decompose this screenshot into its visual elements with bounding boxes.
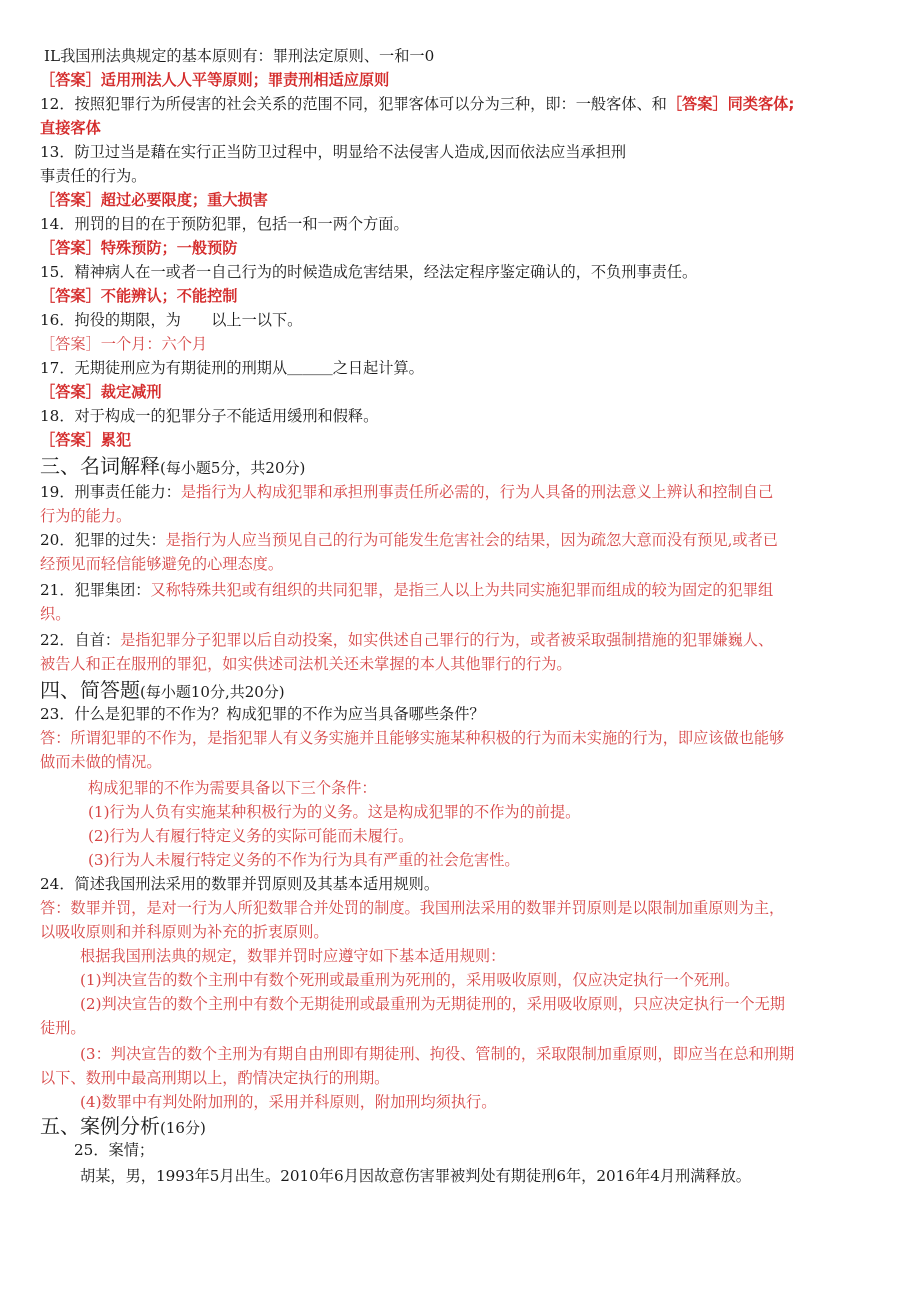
question-23: 23．什么是犯罪的不作为？构成犯罪的不作为应当具备哪些条件？ [40,705,485,723]
section-3-title: 三、名词解释 [40,454,160,478]
answer-23-line-1: 答：所谓犯罪的不作为，是指犯罪人有义务实施并且能够实施某种积极的行为而未实施的行为，即应该做也能够 [40,729,785,747]
term-21-definition: 又称特殊共犯或有组织的共同犯罪，是指三人以上为共同实施犯罪而组成的较为固定的犯罪组 [150,581,774,599]
section-5-note: (16分) [160,1119,206,1137]
question-17: 17．无期徒刑应为有期徒刑的刑期从＿＿＿之日起计算。 [40,359,424,377]
answer-24-rule-2: (2)判决宣告的数个主刑中有数个无期徒刑或最重刑为无期徒刑的，采用吸收原则，只应决定执行一个无期 [80,995,785,1013]
answer-23-line-2: 做而未做的情况。 [40,753,162,771]
answer-24-line-2: 以吸收原则和并科原则为补充的折衷原则。 [40,923,329,941]
answer-24-intro: 根据我国刑法典的规定，数罪并罚时应遵守如下基本适用规则： [80,947,506,965]
term-19-definition-cont: 行为的能力。 [40,507,132,525]
question-12 [40,94,794,114]
answer-24-rule-2-cont: 徒刑。 [40,1019,86,1037]
term-21-definition-cont: 织。 [40,605,71,623]
question-13-line-1: 13．防卫过当是藉在实行正当防卫过程中，明显给不法侵害人造成,因而依法应当承担刑 [40,143,627,161]
term-22-label: 22．自首： [40,631,121,649]
answer-24-rule-3-cont: 以下、数刑中最高刑期以上，酌情决定执行的刑期。 [40,1069,390,1087]
answer-12: ［答案］同类客体; [666,95,795,113]
question-16: 16．拘役的期限，为 以上一以下。 [40,311,303,329]
case-25-facts: 胡某，男，1993年5月出生。2010年6月因故意伤害罪被判处有期徒刑6年，2016年4月刑满释放。 [80,1167,751,1185]
answer-11: ［答案］适用刑法人人平等原则；罪责刑相适应原则 [40,71,390,89]
case-25-label: 25．案情； [74,1141,155,1159]
answer-16: ［答案］一个月：六个月 [40,335,208,353]
term-19-definition: 是指行为人构成犯罪和承担刑事责任所必需的，行为人具备的刑法意义上辨认和控制自己 [180,483,774,501]
answer-15: ［答案］不能辨认；不能控制 [40,287,238,305]
term-20-definition-cont: 经预见而轻信能够避免的心理态度。 [40,555,283,573]
answer-23-intro: 构成犯罪的不作为需要具备以下三个条件： [88,779,377,797]
answer-23-point-2: (2)行为人有履行特定义务的实际可能而未履行。 [88,827,414,845]
answer-14: ［答案］特殊预防；一般预防 [40,239,238,257]
section-5-heading [40,1114,206,1140]
question-13-line-2: 事责任的行为。 [40,167,147,185]
term-20-label: 20．犯罪的过失： [40,531,166,549]
section-4-title: 四、简答题 [40,678,140,702]
section-3-note: (每小题5分，共20分) [160,459,306,477]
answer-24-rule-1: (1)判决宣告的数个主刑中有数个死刑或最重刑为死刑的，采用吸收原则，仅应决定执行一个死刑。 [80,971,740,989]
term-21 [40,580,773,600]
term-22-definition-cont: 被告人和正在服刑的罪犯，如实供述司法机关还未掌握的本人其他罪行的行为。 [40,655,572,673]
question-24: 24．简述我国刑法采用的数罪并罚原则及其基本适用规则。 [40,875,440,893]
question-15: 15．精神病人在一或者一自己行为的时候造成危害结果，经法定程序鉴定确认的，不负刑事责任。 [40,263,698,281]
section-4-note: (每小题10分,共20分) [140,683,285,701]
section-4-heading [40,678,285,704]
question-12-text: 12．按照犯罪行为所侵害的社会关系的范围不同，犯罪客体可以分为三种，即：一般客体、和 [40,95,667,113]
answer-12-continued: 直接客体 [40,119,101,137]
answer-18: ［答案］累犯 [40,431,132,449]
answer-23-point-3: (3)行为人未履行特定义务的不作为行为具有严重的社会危害性。 [88,851,520,869]
answer-24-rule-4: (4)数罪中有判处附加刑的，采用并科原则，附加刑均须执行。 [80,1093,497,1111]
term-22-definition: 是指犯罪分子犯罪以后自动投案，如实供述自己罪行的行为，或者被采取强制措施的犯罪嫌巍人、 [120,631,774,649]
answer-23-point-1: (1)行为人负有实施某种积极行为的义务。这是构成犯罪的不作为的前提。 [88,803,581,821]
answer-24-line-1: 答：数罪并罚，是对一行为人所犯数罪合并处罚的制度。我国刑法采用的数罪并罚原则是以限制加重原则为主， [40,899,785,917]
section-5-title: 五、案例分析 [40,1114,160,1138]
term-22 [40,630,773,650]
section-3-heading [40,454,305,480]
term-19 [40,482,773,502]
question-18: 18．对于构成一的犯罪分子不能适用缓刑和假释。 [40,407,379,425]
term-19-label: 19．刑事责任能力： [40,483,181,501]
term-21-label: 21．犯罪集团： [40,581,151,599]
answer-24-rule-3: (3：判决宣告的数个主刑为有期自由刑即有期徒刑、拘役、管制的，采取限制加重原则，即应当在总和刑期 [80,1045,795,1063]
term-20-definition: 是指行为人应当预见自己的行为可能发生危害社会的结果，因为疏忽大意而没有预见,或者已 [165,531,778,549]
question-14: 14．刑罚的目的在于预防犯罪，包括一和一两个方面。 [40,215,409,233]
answer-17: ［答案］裁定减刑 [40,383,162,401]
term-20 [40,530,778,550]
question-11: IL我国刑法典规定的基本原则有：罪刑法定原则、一和一0 [44,47,435,65]
answer-13: ［答案］超过必要限度；重大损害 [40,191,268,209]
